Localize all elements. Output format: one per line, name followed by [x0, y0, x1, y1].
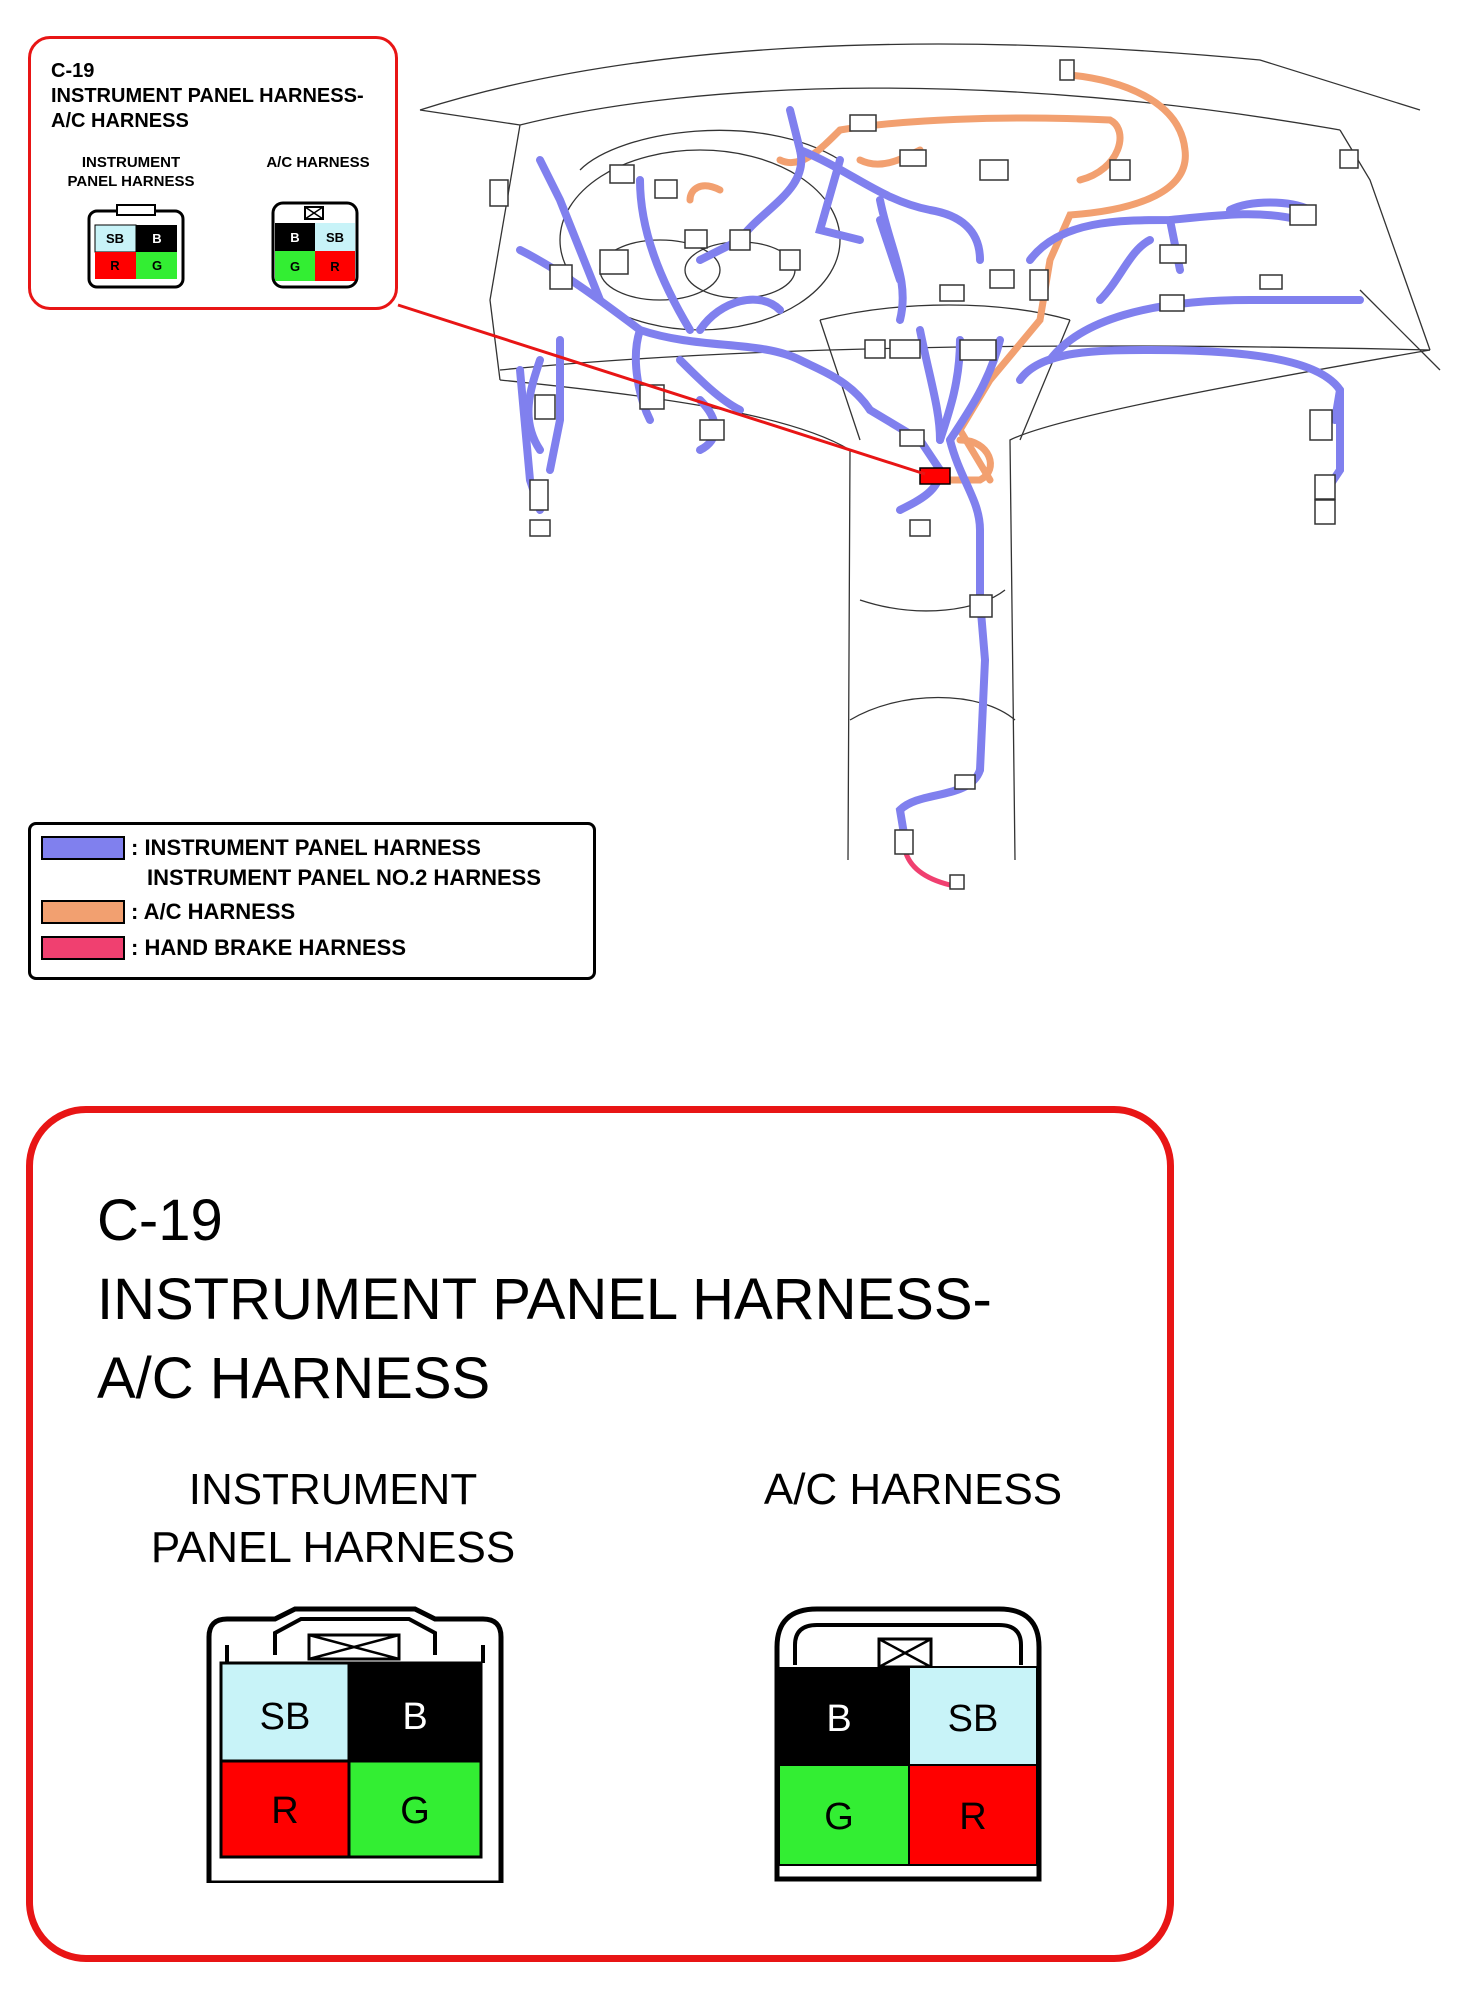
small-right-pin-r: R: [330, 259, 340, 274]
big-connector-callout: [26, 1106, 1174, 1962]
big-right-pin-g: G: [824, 1796, 854, 1838]
small-right-pin-sb: SB: [325, 230, 345, 245]
small-left-pin-sb: SB: [105, 231, 125, 246]
small-title-line1: INSTRUMENT PANEL HARNESS-: [51, 85, 364, 107]
big-left-label-line2: PANEL HARNESS: [150, 1523, 516, 1572]
big-right-pin-sb: SB: [947, 1698, 999, 1740]
small-left-label-line1: INSTRUMENT: [81, 154, 181, 171]
big-left-pin-g: G: [400, 1790, 430, 1832]
big-right-label: A/C HARNESS: [763, 1465, 1063, 1514]
legend-text-instrument-panel: : INSTRUMENT PANEL HARNESS: [131, 835, 481, 860]
legend-item-instrument-panel: [41, 835, 481, 861]
small-right-label: A/C HARNESS: [266, 154, 370, 171]
big-right-connector: [773, 1603, 1043, 1885]
big-callout-title: [97, 1181, 992, 1418]
legend-item-hand-brake: [41, 935, 406, 961]
small-left-pin-b: B: [152, 231, 162, 246]
legend-text-instrument-panel-no2: INSTRUMENT PANEL NO.2 HARNESS: [147, 865, 542, 890]
big-right-pin-b: B: [826, 1698, 852, 1740]
big-left-label-line1: INSTRUMENT: [188, 1465, 478, 1514]
small-left-pin-g: G: [151, 258, 163, 273]
big-title-line1: INSTRUMENT PANEL HARNESS-: [97, 1267, 992, 1332]
big-connector-id: C-19: [97, 1188, 223, 1253]
big-left-label: [133, 1461, 533, 1577]
hand-brake-harness-wires: [905, 850, 950, 885]
big-left-pin-sb: SB: [259, 1696, 311, 1738]
small-title-line2: A/C HARNESS: [51, 110, 189, 132]
legend-swatch-blue: [41, 836, 125, 860]
small-right-pin-g: G: [289, 259, 301, 274]
small-right-pin-b: B: [290, 230, 300, 245]
small-left-label-line2: PANEL HARNESS: [67, 173, 195, 190]
big-left-pin-b: B: [402, 1696, 428, 1738]
small-left-pin-r: R: [110, 258, 120, 273]
c19-location-marker: [920, 468, 950, 484]
big-title-line2: A/C HARNESS: [97, 1346, 491, 1411]
legend-item-ac: [41, 899, 295, 925]
big-left-pin-r: R: [271, 1790, 299, 1832]
legend-text-hand-brake: : HAND BRAKE HARNESS: [131, 935, 407, 960]
legend-text-ac: : A/C HARNESS: [131, 899, 296, 924]
big-left-connector: [205, 1605, 505, 1883]
harness-legend: [28, 822, 596, 980]
big-right-pin-r: R: [959, 1796, 987, 1838]
small-connector-id: C-19: [51, 60, 95, 82]
legend-swatch-orange: [41, 900, 125, 924]
legend-swatch-pink: [41, 936, 125, 960]
